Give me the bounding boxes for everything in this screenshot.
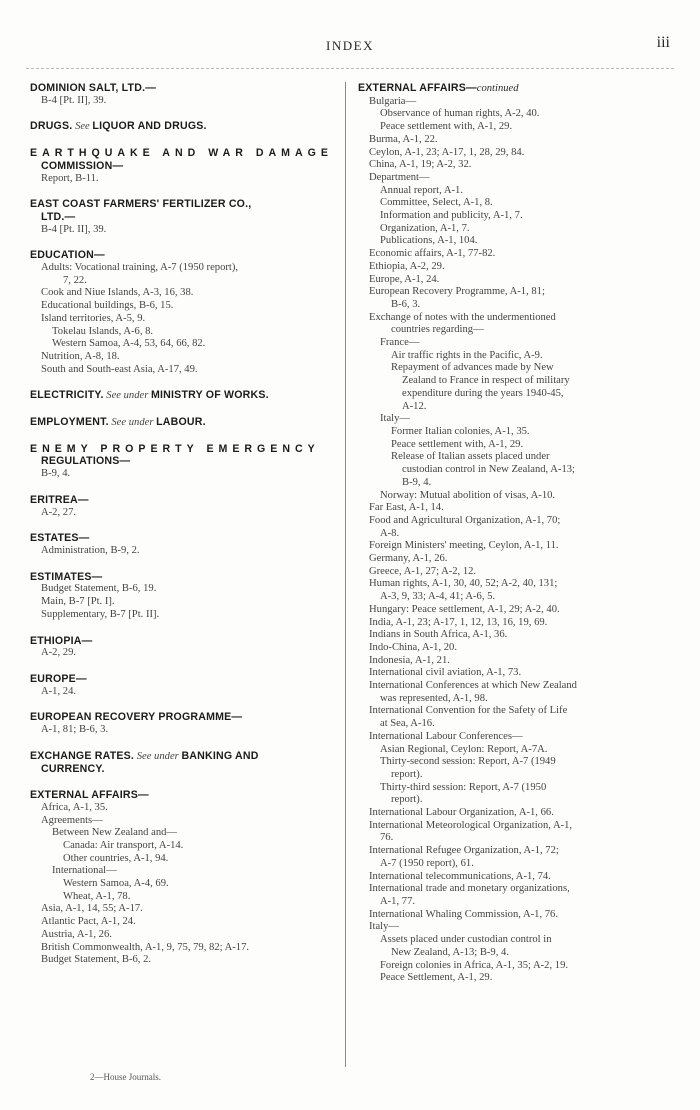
entry-ref: China, A-1, 19; A-2, 32. xyxy=(369,159,472,171)
see-target: BANKING AND xyxy=(181,749,259,762)
entry-heading: EARTHQUAKE AND WAR DAMAGE xyxy=(30,147,333,160)
entry-ref: France— xyxy=(380,337,420,349)
page-number: iii xyxy=(656,34,670,51)
entry-heading: EDUCATION— xyxy=(30,249,105,262)
entry-ref: Indo-China, A-1, 20. xyxy=(369,641,457,653)
entry-ref-cont: 76. xyxy=(380,832,394,844)
entry-heading: EXTERNAL AFFAIRS— xyxy=(358,82,477,94)
entry-ref: International trade and monetary organizations, xyxy=(369,883,570,895)
entry-ref: Cook and Niue Islands, A-3, 16, 38. xyxy=(41,287,194,299)
entry-ref: Educational buildings, B-6, 15. xyxy=(41,300,174,312)
entry-ref: Repayment of advances made by New xyxy=(391,362,554,374)
entry-heading: ELECTRICITY. xyxy=(30,389,104,402)
entry-ref: Germany, A-1, 26. xyxy=(369,553,448,565)
entry-ref: Burma, A-1, 22. xyxy=(369,133,438,145)
entry-ref-cont: New Zealand, A-13; B-9, 4. xyxy=(391,946,509,958)
entry-ref: Foreign colonies in Africa, A-1, 35; A-2, 19. xyxy=(380,959,569,971)
entry-ref: International Refugee Organization, A-1, 72; xyxy=(369,845,559,857)
entry-ref: International Meteorological Organization, A-1, xyxy=(369,819,573,831)
entry-ref: Observance of human rights, A-2, 40. xyxy=(380,108,540,120)
cross-reference xyxy=(30,750,337,764)
entry-heading: EXCHANGE RATES. xyxy=(30,749,135,762)
entry-ref: International Labour Conferences— xyxy=(369,730,523,742)
entry-ref-cont: expenditure during the years 1940-45, xyxy=(402,387,564,399)
entry-ref: Report, B-11. xyxy=(41,172,99,184)
continued-heading xyxy=(358,82,668,96)
entry-ref: Western Samoa, A-4, 69. xyxy=(63,878,169,890)
entry-ref: International Whaling Commission, A-1, 76. xyxy=(369,908,559,920)
entry-heading-cont: LTD.— xyxy=(41,210,76,223)
see-label: See under xyxy=(111,417,154,429)
entry-heading: ESTIMATES— xyxy=(30,570,103,583)
right-column xyxy=(358,82,668,985)
entry-ref: British Commonwealth, A-1, 9, 75, 79, 82; A-17. xyxy=(41,941,250,953)
cross-reference xyxy=(30,120,337,134)
entry-ref: Tokelau Islands, A-6, 8. xyxy=(52,325,154,337)
entry-ref: Department— xyxy=(369,171,430,183)
entry-ref: Africa, A-1, 35. xyxy=(41,801,108,813)
entry-heading: EUROPEAN RECOVERY PROGRAMME— xyxy=(30,711,243,724)
entry-ref: International Labour Organization, A-1, 66. xyxy=(369,807,554,819)
entry-ref-cont: at Sea, A-16. xyxy=(380,718,435,730)
entry-ref: A-2, 29. xyxy=(41,647,77,659)
entry-ref: Administration, B-9, 2. xyxy=(41,544,140,556)
entry-ref: B-4 [Pt. II], 39. xyxy=(41,94,107,106)
entry-ref: Release of Italian assets placed under xyxy=(391,451,550,463)
see-label: See under xyxy=(106,390,149,402)
entry-ref-cont: Zealand to France in respect of military xyxy=(402,375,570,387)
entry-ref: Air traffic rights in the Pacific, A-9. xyxy=(391,349,543,361)
entry-ref: International civil aviation, A-1, 73. xyxy=(369,667,522,679)
entry-ref: Agreements— xyxy=(41,814,103,826)
entry-ref: Asian Regional, Ceylon: Report, A-7A. xyxy=(380,743,548,755)
entry-heading-cont: COMMISSION— xyxy=(41,159,124,172)
column-divider xyxy=(345,82,346,1067)
entry-ref: Budget Statement, B-6, 19. xyxy=(41,583,157,595)
entry-heading: EMPLOYMENT. xyxy=(30,416,109,429)
entry-heading: EAST COAST FARMERS' FERTILIZER CO., xyxy=(30,198,252,211)
see-target: LIQUOR AND DRUGS. xyxy=(92,120,207,133)
entry-ref: Committee, Select, A-1, 8. xyxy=(380,197,493,209)
entry-heading: DOMINION SALT, LTD.— xyxy=(30,82,157,94)
see-target: LABOUR. xyxy=(156,416,206,429)
entry-heading: ETHIOPIA— xyxy=(30,634,93,647)
entry-ref: Atlantic Pact, A-1, 24. xyxy=(41,916,136,928)
entry-ref-cont: A-3, 9, 33; A-4, 41; A-6, 5. xyxy=(380,591,496,603)
see-label: See under xyxy=(136,750,179,762)
entry-ref-cont: report). xyxy=(391,794,423,806)
entry-ref: Island territories, A-5, 9. xyxy=(41,312,146,324)
entry-heading: EUROPE— xyxy=(30,672,87,685)
entry-ref: India, A-1, 23; A-17, 1, 12, 13, 16, 19, 69. xyxy=(369,616,548,628)
entry-ref: Bulgaria— xyxy=(369,95,417,107)
entry-ref: South and South-east Asia, A-17, 49. xyxy=(41,363,198,375)
see-target: MINISTRY OF WORKS. xyxy=(151,389,269,402)
footer-note: 2—House Journals. xyxy=(90,1072,161,1082)
entry-ref: Italy— xyxy=(380,413,411,425)
entry-ref: Thirty-third session: Report, A-7 (1950 xyxy=(380,781,547,793)
entry-ref: Indians in South Africa, A-1, 36. xyxy=(369,629,508,641)
entry-ref: International telecommunications, A-1, 74. xyxy=(369,870,551,882)
entry-ref: Assets placed under custodian control in xyxy=(380,934,552,946)
entry-ref-cont: 7, 22. xyxy=(63,274,87,286)
entry-ref: Food and Agricultural Organization, A-1, 70; xyxy=(369,514,561,526)
entry-ref: Indonesia, A-1, 21. xyxy=(369,654,450,666)
entry-ref: Hungary: Peace settlement, A-1, 29; A-2, 40. xyxy=(369,603,560,615)
entry-ref: Between New Zealand and— xyxy=(52,827,178,839)
entry-ref: European Recovery Programme, A-1, 81; xyxy=(369,286,545,298)
entry-ref: International Convention for the Safety of Life xyxy=(369,705,568,717)
cross-reference xyxy=(30,416,337,430)
entry-ref-cont: A-7 (1950 report), 61. xyxy=(380,857,474,869)
entry-ref: Asia, A-1, 14, 55; A-17. xyxy=(41,903,143,915)
entry-ref: Annual report, A-1. xyxy=(380,184,463,196)
entry-ref-cont: countries regarding— xyxy=(391,324,484,336)
entry-ref: Wheat, A-1, 78. xyxy=(63,890,131,902)
cross-reference xyxy=(30,389,337,403)
entry-heading: ERITREA— xyxy=(30,493,89,506)
entry-ref: Greece, A-1, 27; A-2, 12. xyxy=(369,565,477,577)
entry-ref-cont: A-12. xyxy=(402,400,427,412)
continued-label: continued xyxy=(476,83,519,94)
entry-ref: International— xyxy=(52,865,117,877)
entry-ref-cont: was represented, A-1, 98. xyxy=(380,692,488,704)
entry-ref: Publications, A-1, 104. xyxy=(380,235,478,247)
entry-heading: EXTERNAL AFFAIRS— xyxy=(30,789,149,802)
entry-ref: Nutrition, A-8, 18. xyxy=(41,350,120,362)
see-label: See xyxy=(75,121,90,133)
entry-ref: Foreign Ministers' meeting, Ceylon, A-1, 11. xyxy=(369,540,559,552)
entry-ref: Organization, A-1, 7. xyxy=(380,222,470,234)
entry-ref: Other countries, A-1, 94. xyxy=(63,852,169,864)
entry-ref: Exchange of notes with the undermentioned xyxy=(369,311,556,323)
entry-ref: Peace settlement with, A-1, 29. xyxy=(391,438,524,450)
entry-heading: ENEMY PROPERTY EMERGENCY xyxy=(30,442,320,455)
entry-ref: Adults: Vocational training, A-7 (1950 report), xyxy=(41,262,239,274)
entry-ref: Western Samoa, A-4, 53, 64, 66, 82. xyxy=(52,338,206,350)
see-target-cont: CURRENCY. xyxy=(41,763,105,776)
entry-heading: ESTATES— xyxy=(30,532,90,545)
entry-ref: Thirty-second session: Report, A-7 (1949 xyxy=(380,756,556,768)
header-rule xyxy=(26,68,674,69)
entry-ref: Europe, A-1, 24. xyxy=(369,273,440,285)
entry-ref: Economic affairs, A-1, 77-82. xyxy=(369,248,496,260)
entry-ref-cont: A-1, 77. xyxy=(380,896,416,907)
entry-ref: Information and publicity, A-1, 7. xyxy=(380,210,523,222)
entry-ref: Supplementary, B-7 [Pt. II]. xyxy=(41,608,160,620)
entry-ref: A-1, 81; B-6, 3. xyxy=(41,724,109,736)
entry-ref: Budget Statement, B-6, 2. xyxy=(41,954,152,966)
entry-ref: Ceylon, A-1, 23; A-17, 1, 28, 29, 84. xyxy=(369,146,525,158)
left-column xyxy=(30,82,337,967)
entry-ref: Ethiopia, A-2, 29. xyxy=(369,260,445,272)
entry-ref: Far East, A-1, 14. xyxy=(369,502,444,514)
entry-ref-cont: B-9, 4. xyxy=(402,476,432,488)
entry-ref: Italy— xyxy=(369,921,400,933)
entry-heading-cont: REGULATIONS— xyxy=(41,455,131,468)
entry-ref: B-9, 4. xyxy=(41,468,71,480)
entry-ref: A-2, 27. xyxy=(41,506,77,518)
entry-ref: Human rights, A-1, 30, 40, 52; A-2, 40, 131; xyxy=(369,578,558,590)
entry-heading: DRUGS. xyxy=(30,120,73,133)
entry-ref: A-1, 24. xyxy=(41,685,77,697)
entry-ref-cont: custodian control in New Zealand, A-13; xyxy=(402,464,575,476)
entry-ref: Canada: Air transport, A-14. xyxy=(63,839,184,851)
entry-ref: Peace settlement with, A-1, 29. xyxy=(380,121,513,133)
entry-ref: Peace Settlement, A-1, 29. xyxy=(380,972,493,984)
entry-ref: Former Italian colonies, A-1, 35. xyxy=(391,425,530,437)
entry-ref: Austria, A-1, 26. xyxy=(41,928,112,940)
entry-ref-cont: report). xyxy=(391,768,423,780)
entry-ref: B-4 [Pt. II], 39. xyxy=(41,223,107,235)
page-header-title: INDEX xyxy=(326,38,374,53)
entry-ref: Main, B-7 [Pt. I]. xyxy=(41,596,115,608)
entry-ref: Norway: Mutual abolition of visas, A-10. xyxy=(380,489,556,501)
entry-ref-cont: B-6, 3. xyxy=(391,298,421,310)
entry-ref: International Conferences at which New Zealand xyxy=(369,680,577,692)
entry-ref-cont: A-8. xyxy=(380,527,400,539)
